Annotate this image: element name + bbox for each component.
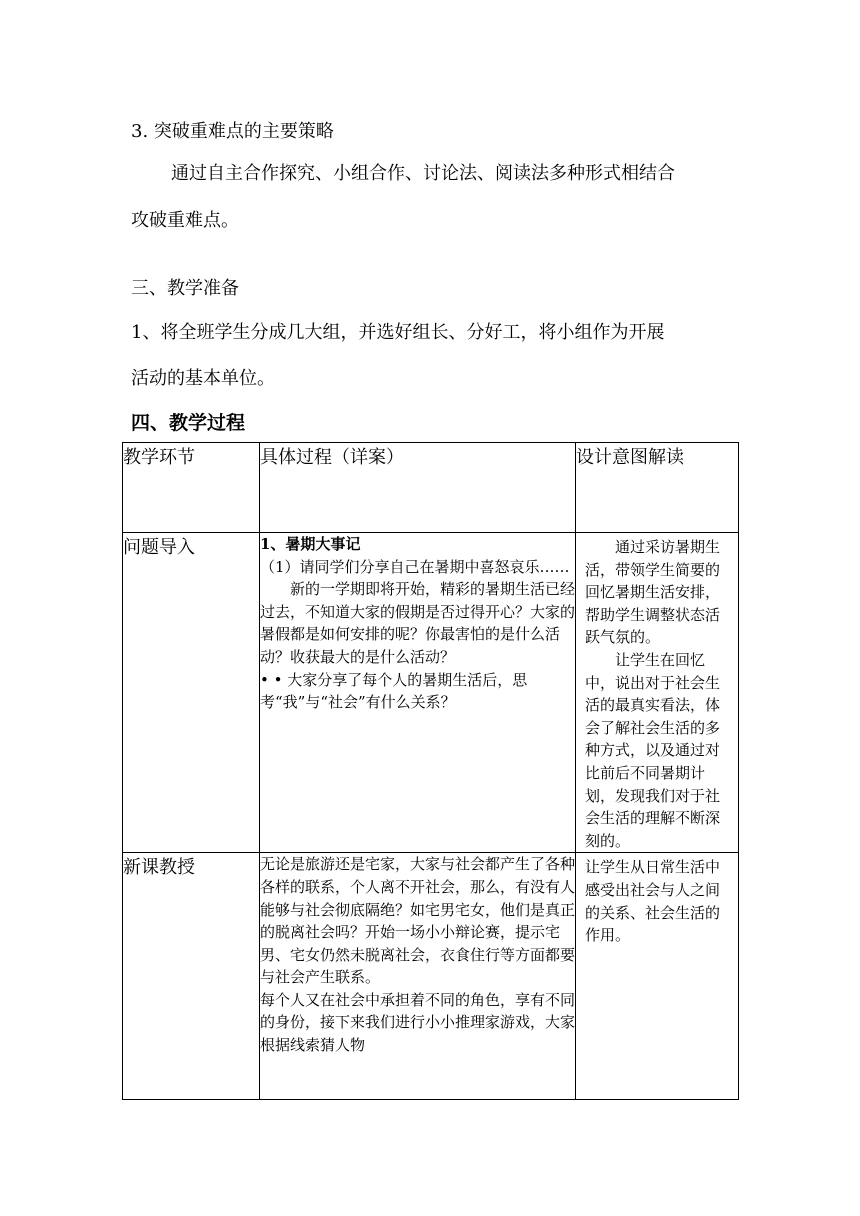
preparation-heading: [131, 274, 239, 300]
header-intent: 设计意图解读: [576, 443, 739, 533]
strategy-text-line-1: 通过自主合作探究、小组合作、讨论法、阅读法多种形式相结合: [171, 163, 675, 184]
table-row: [123, 533, 739, 853]
stage-cell: 新课教授: [123, 853, 260, 1100]
preparation-text-line-2: 活动的基本单位。: [131, 368, 275, 389]
table-header-row: [123, 443, 739, 533]
strategy-heading: 3. 突破重难点的主要策略: [131, 121, 334, 142]
process-title: 1、暑期大事记: [260, 535, 361, 553]
header-stage: 教学环节: [123, 443, 260, 533]
intent-paragraph: 让学生在回忆中，说出对于社会生活的最真实看法，体会了解社会生活的多种方式，以及通过对比前后不同暑期计划，发现我们对于社会生活的理解不断深刻的。: [585, 650, 721, 850]
preparation-text-line-1: 1、将全班学生分成几大组，并选好组长、分好工，将小组作为开展: [131, 322, 665, 343]
table-row: [123, 853, 739, 1100]
process-paragraph: 每个人又在社会中承担着不同的角色，享有不同的身份，接下来我们进行小小推理家游戏，大家根据线索猜人物: [260, 990, 576, 1055]
header-process: 具体过程（详案）: [260, 443, 576, 533]
intent-cell: [576, 533, 739, 853]
process-heading: 四、教学过程: [131, 412, 246, 434]
intent-paragraph: 通过采访暑期生活，带领学生简要的回忆暑期生活安排，帮助学生调整状态活跃气氛的。: [585, 538, 721, 647]
intent-cell: [576, 853, 739, 1100]
process-paragraph: 无论是旅游还是宅家，大家与社会都产生了各种各样的联系，个人离不开社会，那么，有没有人能够与社会彻底隔绝？如宅男宅女，他们是真正的脱离社会吗？开始一场小小辩论赛，提示宅男、宅女仍然未脱离社会，衣食住行等方面都要与社会产生联系。: [260, 855, 576, 987]
process-paragraph: （1）请同学们分享自己在暑期中喜怒哀乐……: [260, 557, 570, 576]
process-paragraph: • • 大家分享了每个人的暑期生活后，思考“我”与“社会”有什么关系？: [260, 670, 528, 712]
strategy-text-line-2: 攻破重难点。: [131, 210, 239, 231]
process-paragraph: 新的一学期即将开始，精彩的暑期生活已经过去，不知道大家的假期是否过得开心？大家的暑假都是如何安排的呢？你最害怕的是什么活动？收获最大的是什么活动？: [260, 580, 576, 666]
process-cell: [260, 533, 576, 853]
stage-cell: 问题导入: [123, 533, 260, 853]
process-cell: [260, 853, 576, 1100]
lesson-process-table: [122, 442, 739, 1100]
intent-paragraph: 让学生从日常生活中感受出社会与人之间的关系、社会生活的作用。: [585, 858, 721, 945]
preparation-heading-text: 三、教学准备: [131, 278, 239, 299]
